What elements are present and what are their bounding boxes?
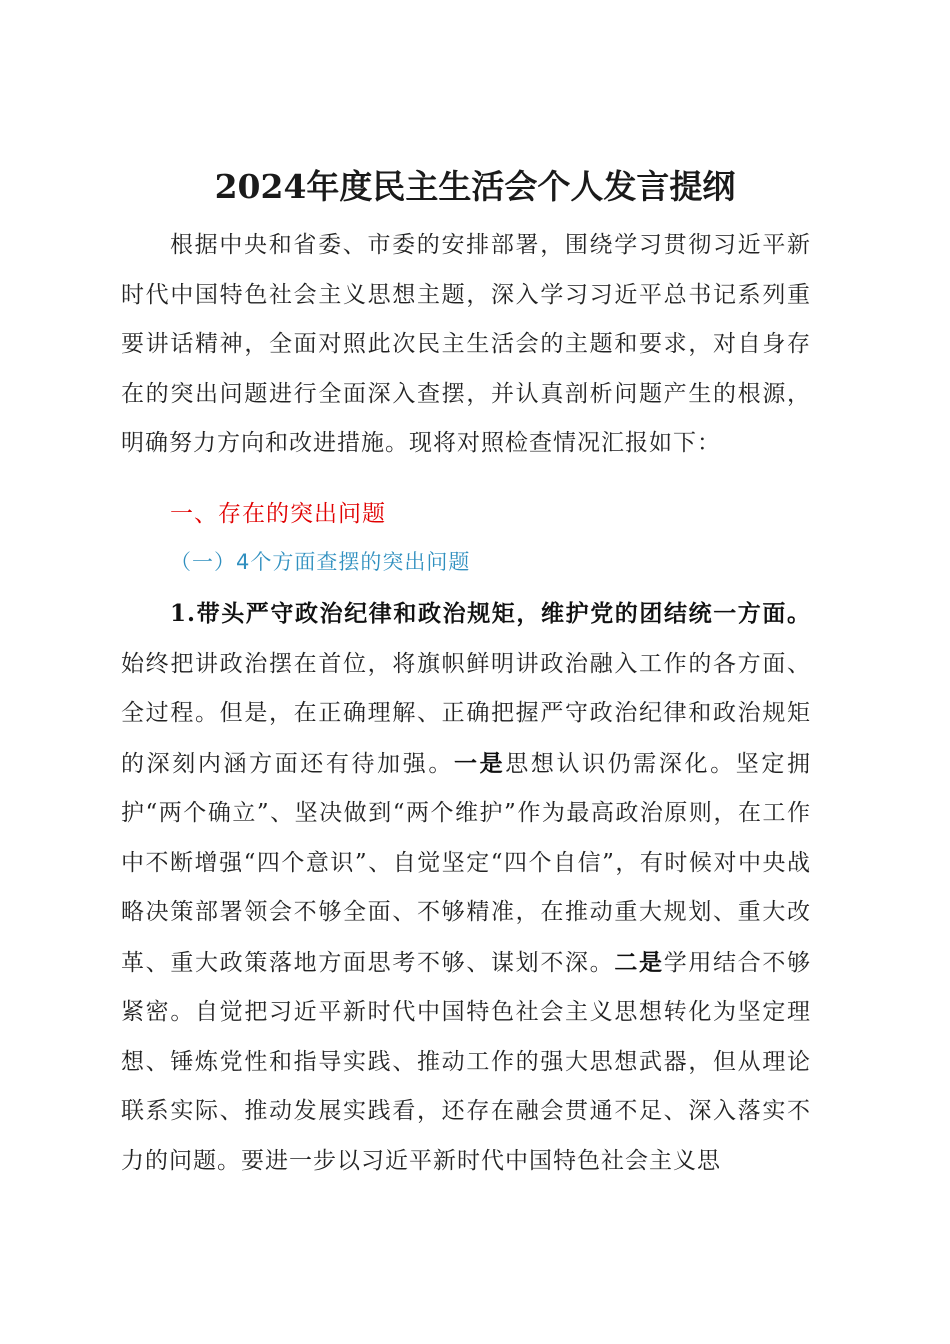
intro-paragraph: 根据中央和省委、市委的安排部署，围绕学习贯彻习近平新时代中国特色社会主义思想主题，深入学习习近平总书记系列重要讲话精神，全面对照此次民主生活会的主题和要求，对自身存在的突出问题进行全面深入查摆，并认真剖析问题产生的根源，明确努力方向和改进措施。现将对照检查情况汇报如下： [121, 232, 811, 456]
section-heading-bold: 1.带头严守政治纪律和政治规矩，维护党的团结统一方面。 [170, 600, 811, 627]
section-text: 始终把讲政治摆在首位，将旗帜鲜明讲政治融入工作的各方面、全过程。但是，在正确理解、正确把握严守政治纪律和政治规矩的深刻内涵方面还有待加强。 [121, 650, 811, 777]
point-text-1: 思想认识仍需深化。坚定拥护“两个确立”、坚决做到“两个维护”作为最高政治原则，在工作中不断增强“四个意识”、自觉坚定“四个自信”，有时候对中央战略决策部署领会不够全面、不够精准，在推动重大规划、重大改革、重大政策落地方面思考不够、谋划不深。 [121, 750, 812, 976]
document-title: 2024年度民主生活会个人发言提纲 [214, 167, 736, 206]
section-heading-1: 一、存在的突出问题 [170, 501, 386, 527]
point-text-2: 学用结合不够紧密。自觉把习近平新时代中国特色社会主义思想转化为坚定理想、锤炼党性和指导实践、推动工作的强大思想武器，但从理论联系实际、推动发展实践看，还存在融会贯通不足、深入落实不力的问题。要进一步以习近平新时代中国特色社会主义思 [121, 949, 812, 1174]
point-label-2: 二是 [614, 948, 664, 976]
section-paragraph [121, 589, 811, 1186]
point-label-1: 一是 [454, 749, 506, 777]
subsection-heading: （一）4个方面查摆的突出问题 [170, 550, 471, 574]
